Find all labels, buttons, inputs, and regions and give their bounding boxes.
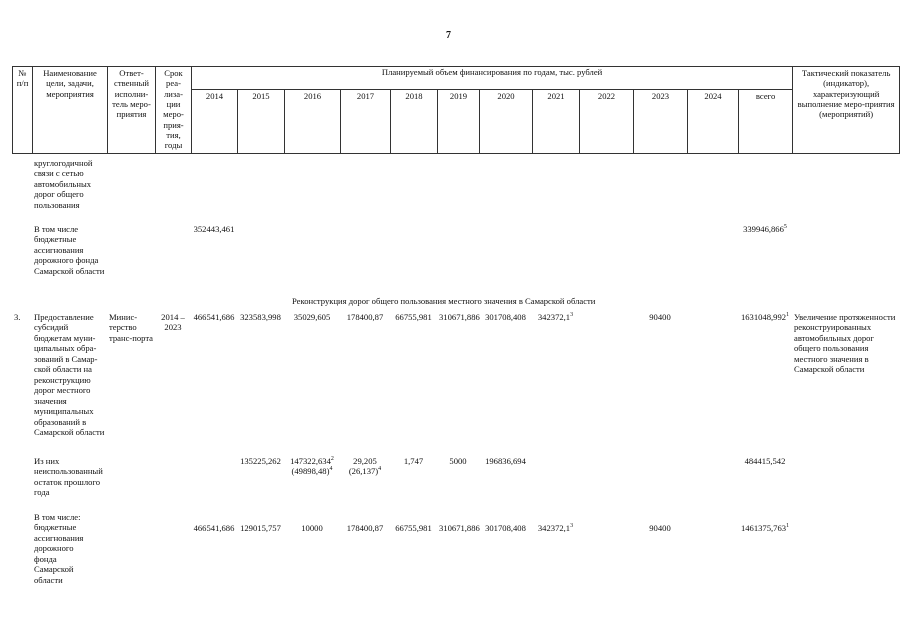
header-year: 2021: [533, 90, 580, 154]
cell-2023: 90400: [649, 312, 671, 322]
table-row: [12, 158, 899, 224]
header-no: № п/п: [13, 67, 33, 154]
cell-2019: 310671,886: [439, 523, 480, 533]
cell-2020: 301708,408: [485, 523, 526, 533]
cell-2020: 196836,694: [485, 456, 526, 466]
cell-2017: 178400,87: [346, 312, 384, 322]
header-executor: Ответ-ственный исполни-тель меро-приятия: [108, 67, 156, 154]
header-year: 2024: [688, 90, 739, 154]
cell-2019: 5000: [449, 456, 467, 466]
header-year: 2023: [634, 90, 688, 154]
page-number: 7: [446, 30, 451, 41]
cell-2014: 352443,461: [193, 224, 235, 234]
cell-2020: 301708,408: [485, 312, 526, 322]
cell-2017: 178400,87: [346, 523, 384, 533]
header-indicator: Тактический показатель (индикатор), характеризующий выполнение меро-приятия (мероприятий): [793, 67, 900, 154]
cell-total: 339946,866$^5$: [743, 224, 787, 234]
header-year: 2022: [580, 90, 634, 154]
cell-2014: 466541,686: [193, 312, 235, 322]
cell-2018: 66755,981: [395, 523, 432, 533]
cell-2015: 129015,757: [240, 523, 281, 533]
row-name: Из них неиспользованный остаток прошлого года: [34, 456, 103, 498]
table-row: [12, 512, 899, 592]
header-year: 2016: [285, 90, 341, 154]
cell-total: 1461375,763$^1$: [740, 523, 790, 533]
cell-2017: 29,205 $(26,137)^4$: [348, 456, 382, 477]
cell-2019: 310671,886: [439, 312, 480, 322]
body-table: [12, 158, 899, 592]
cell-2016: 35029,605: [293, 312, 331, 322]
row-name: Предоставление субсидий бюджетам муни-ципальных обра-зований в Самар-ской области на реконструкцию дорог местного значения муниципальных образований в Самарской области: [34, 312, 105, 438]
cell-2023: 90400: [649, 523, 671, 533]
cell-2016: 10000: [301, 523, 323, 533]
cell-2015: 135225,262: [240, 456, 281, 466]
section-heading: Реконструкция дорог общего пользования местного значения в Самарской области: [292, 296, 596, 306]
header-financing: Планируемый объем финансирования по годам, тыс. рублей: [192, 67, 793, 90]
header-year-total: всего: [739, 90, 793, 154]
cell-2016: 147322,634$^2$ $(49898,48)^4$: [290, 456, 334, 477]
row-name: В том числе бюджетные ассигнования дорожного фонда Самарской области: [34, 224, 105, 276]
header-year: 2019: [438, 90, 480, 154]
table-row: [12, 456, 899, 512]
cell-total: 484415,542: [744, 456, 786, 466]
cell-2014: 466541,686: [193, 523, 235, 533]
header-term: Срок реа-лиза-ции меро-прия-тия, годы: [156, 67, 192, 154]
cell-2021: 342372,1$^3$: [537, 523, 574, 533]
table-row: [12, 224, 899, 300]
header-name: Наименование цели, задачи, мероприятия: [33, 67, 108, 154]
cell-2021: 342372,1$^3$: [537, 312, 574, 322]
cell-2015: 323583,998: [240, 312, 281, 322]
row-no: 3.: [14, 312, 21, 322]
cell-2018: 1,747: [403, 456, 424, 466]
row-term: 2014 – 2023: [161, 312, 185, 333]
row-name: круглогодичной связи с сетью автомобильных дорог общего пользования: [34, 158, 93, 210]
row-name: В том числе: бюджетные ассигнования дорожного фонда Самарской области: [34, 512, 84, 585]
row-indicator: Увеличение протяженности реконструированных автомобильных дорог общего пользования местного значения в Самарской области: [794, 312, 896, 375]
header-table: [12, 66, 900, 154]
header-year: 2015: [238, 90, 285, 154]
header-year: 2018: [391, 90, 438, 154]
header-year: 2020: [480, 90, 533, 154]
header-year: 2014: [192, 90, 238, 154]
cell-total: 1631048,992$^1$: [740, 312, 790, 322]
cell-2018: 66755,981: [395, 312, 432, 322]
table-row: [12, 300, 899, 456]
row-executor: Минис-терство транс-порта: [109, 312, 154, 343]
header-year: 2017: [341, 90, 391, 154]
